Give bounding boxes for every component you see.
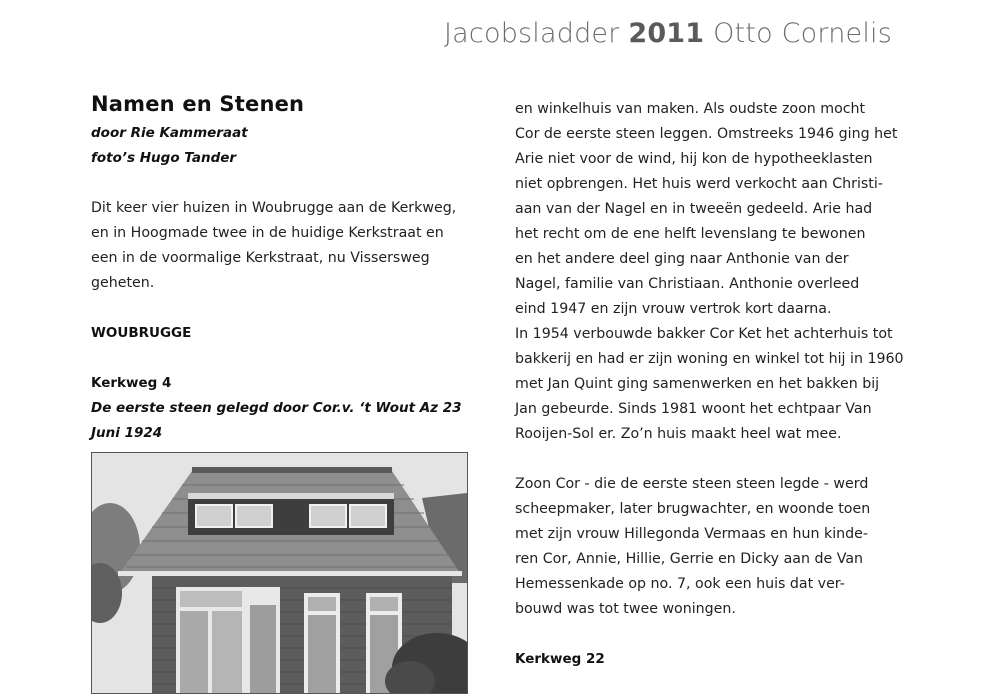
text-line: niet opbrengen. Het huis werd verkocht aan Christi- (515, 176, 883, 192)
text-line: geheten. (91, 275, 155, 291)
text-line: Arie niet voor de wind, hij kon de hypotheeklasten (515, 151, 873, 167)
house1-caption (91, 396, 471, 446)
text-line: Hemessenkade op no. 7, ook een huis dat ver- (515, 576, 845, 592)
text-line: eind 1947 en zijn vrouw vertrok kort daarna. (515, 301, 832, 317)
text-line: ren Cor, Annie, Hillie, Gerrie en Dicky aan de Van (515, 551, 864, 567)
text-line: Zoon Cor - die de eerste steen steen legde - werd (515, 476, 869, 492)
text-line: In 1954 verbouwde bakker Cor Ket het achterhuis tot (515, 326, 893, 342)
text-line: en in Hoogmade twee in de huidige Kerkstraat en (91, 225, 444, 241)
house2-label: Kerkweg 22 (515, 651, 605, 667)
byline-photos: foto’s Hugo Tander (91, 150, 237, 166)
text-line: Nagel, familie van Christiaan. Anthonie overleed (515, 276, 860, 292)
text-line: met Jan Quint ging samenwerken en het bakken bij (515, 376, 880, 392)
text-line: aan van der Nagel en in tweeën gedeeld. Arie had (515, 201, 873, 217)
caption-line: De eerste steen gelegd door Cor.v. ‘t Wout Az 23 (91, 400, 462, 416)
text-line: en winkelhuis van maken. Als oudste zoon mocht (515, 101, 866, 117)
text-line: bakkerij en had er zijn woning en winkel tot hij in 1960 (515, 351, 904, 367)
text-line: bouwd was tot twee woningen. (515, 601, 736, 617)
section-heading-woubrugge: WOUBRUGGE (91, 325, 192, 341)
header-author: Otto Cornelis (713, 18, 892, 49)
text-line: met zijn vrouw Hillegonda Vermaas en hun kinde- (515, 526, 869, 542)
caption-line: Juni 1924 (91, 425, 163, 441)
header-prefix: Jacobsladder (444, 18, 620, 49)
right-column (515, 97, 904, 672)
intro-paragraph (91, 196, 471, 296)
house1-label: Kerkweg 4 (91, 375, 172, 391)
text-line: scheepmaker, later brugwachter, en woonde toen (515, 501, 871, 517)
text-line: een in de voormalige Kerkstraat, nu Vissersweg (91, 250, 430, 266)
running-header (444, 18, 892, 49)
paragraph-zoon-cor (515, 472, 900, 622)
text-line: Dit keer vier huizen in Woubrugge aan de Kerkweg, (91, 200, 457, 216)
text-line: Jan gebeurde. Sinds 1981 woont het echtpaar Van (515, 401, 872, 417)
left-column (91, 92, 471, 446)
text-line: en het andere deel ging naar Anthonie van der (515, 251, 849, 267)
byline-author: door Rie Kammeraat (91, 125, 248, 141)
house-photo (91, 452, 468, 694)
house-photo-image (92, 453, 467, 693)
text-line: Cor de eerste steen leggen. Omstreeks 1946 ging het (515, 126, 898, 142)
header-year: 2011 (628, 18, 705, 49)
article-title: Namen en Stenen (91, 92, 305, 116)
paragraph-history (515, 97, 904, 447)
text-line: Rooijen-Sol er. Zo’n huis maakt heel wat mee. (515, 426, 842, 442)
text-line: het recht om de ene helft levenslang te bewonen (515, 226, 866, 242)
